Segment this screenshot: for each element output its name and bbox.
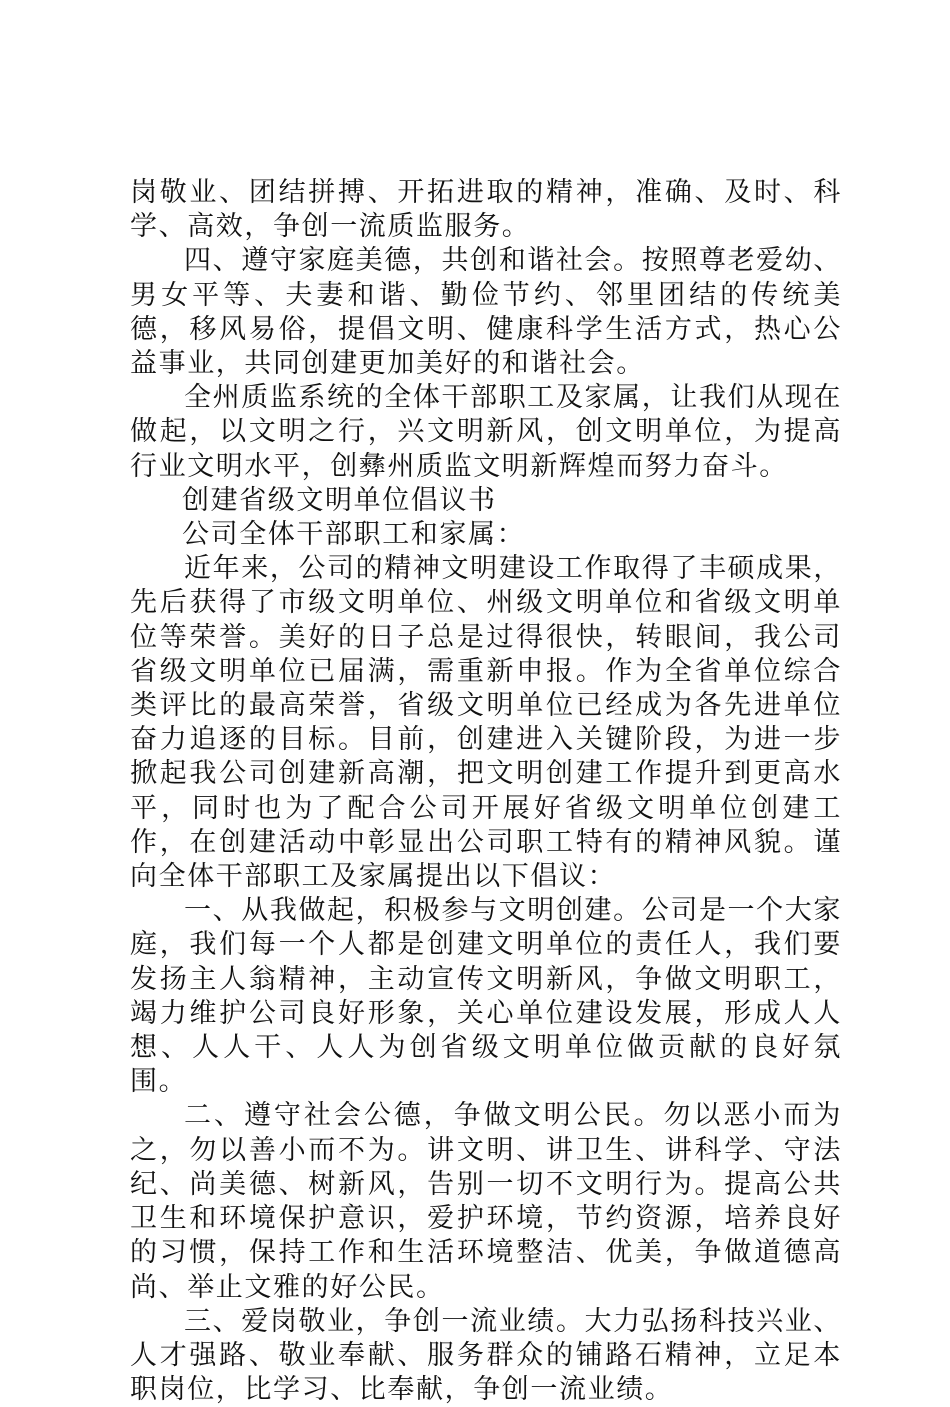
paragraph-family-virtue: 四、遵守家庭美德，共创和谐社会。按照尊老爱幼、男女平等、夫妻和谐、勤俭节约、邻里团结的传统美德，移风易俗，提倡文明、健康科学生活方式，热心公益事业，共同创建更加美好的和谐社会。 bbox=[130, 245, 842, 380]
paragraph-call-to-action: 全州质监系统的全体干部职工及家属，让我们从现在做起，以文明之行，兴文明新风，创文明单位，为提高行业文明水平，创彝州质监文明新辉煌而努力奋斗。 bbox=[130, 382, 842, 482]
document-title: 创建省级文明单位倡议书 bbox=[182, 484, 497, 516]
salutation: 公司全体干部职工和家属： bbox=[182, 519, 526, 551]
paragraph-continuation: 岗敬业、团结拼搏、开拓进取的精神，准确、及时、科学、高效，争创一流质监服务。 bbox=[130, 177, 842, 243]
document-body bbox=[130, 176, 842, 1407]
paragraph-proposal-one: 一、从我做起，积极参与文明创建。公司是一个大家庭，我们每一个人都是创建文明单位的责任人，我们要发扬主人翁精神，主动宣传文明新风，争做文明职工，竭力维护公司良好形象，关心单位建设发展，形成人人想、人人干、人人为创省级文明单位做贡献的良好氛围。 bbox=[130, 895, 842, 1098]
paragraph-proposal-two: 二、遵守社会公德，争做文明公民。勿以恶小而为之，勿以善小而不为。讲文明、讲卫生、讲科学、守法纪、尚美德、树新风，告别一切不文明行为。提高公共卫生和环境保护意识，爱护环境，节约资源，培养良好的习惯，保持工作和生活环境整洁、优美，争做道德高尚、举止文雅的好公民。 bbox=[130, 1100, 842, 1303]
paragraph-proposal-three: 三、爱岗敬业，争创一流业绩。大力弘扬科技兴业、人才强路、敬业奉献、服务群众的铺路石精神，立足本职岗位，比学习、比奉献，争创一流业绩。 bbox=[130, 1305, 842, 1406]
paragraph-introduction: 近年来，公司的精神文明建设工作取得了丰硕成果，先后获得了市级文明单位、州级文明单位和省级文明单位等荣誉。美好的日子总是过得很快，转眼间，我公司省级文明单位已届满，需重新申报。作为全省单位综合类评比的最高荣誉，省级文明单位已经成为各先进单位奋力追逐的目标。目前，创建进入关键阶段，为进一步掀起我公司创建新高潮，把文明创建工作提升到更高水平，同时也为了配合公司开展好省级文明单位创建工作，在创建活动中彰显出公司职工特有的精神风貌。谨向全体干部职工及家属提出以下倡议： bbox=[130, 553, 842, 893]
